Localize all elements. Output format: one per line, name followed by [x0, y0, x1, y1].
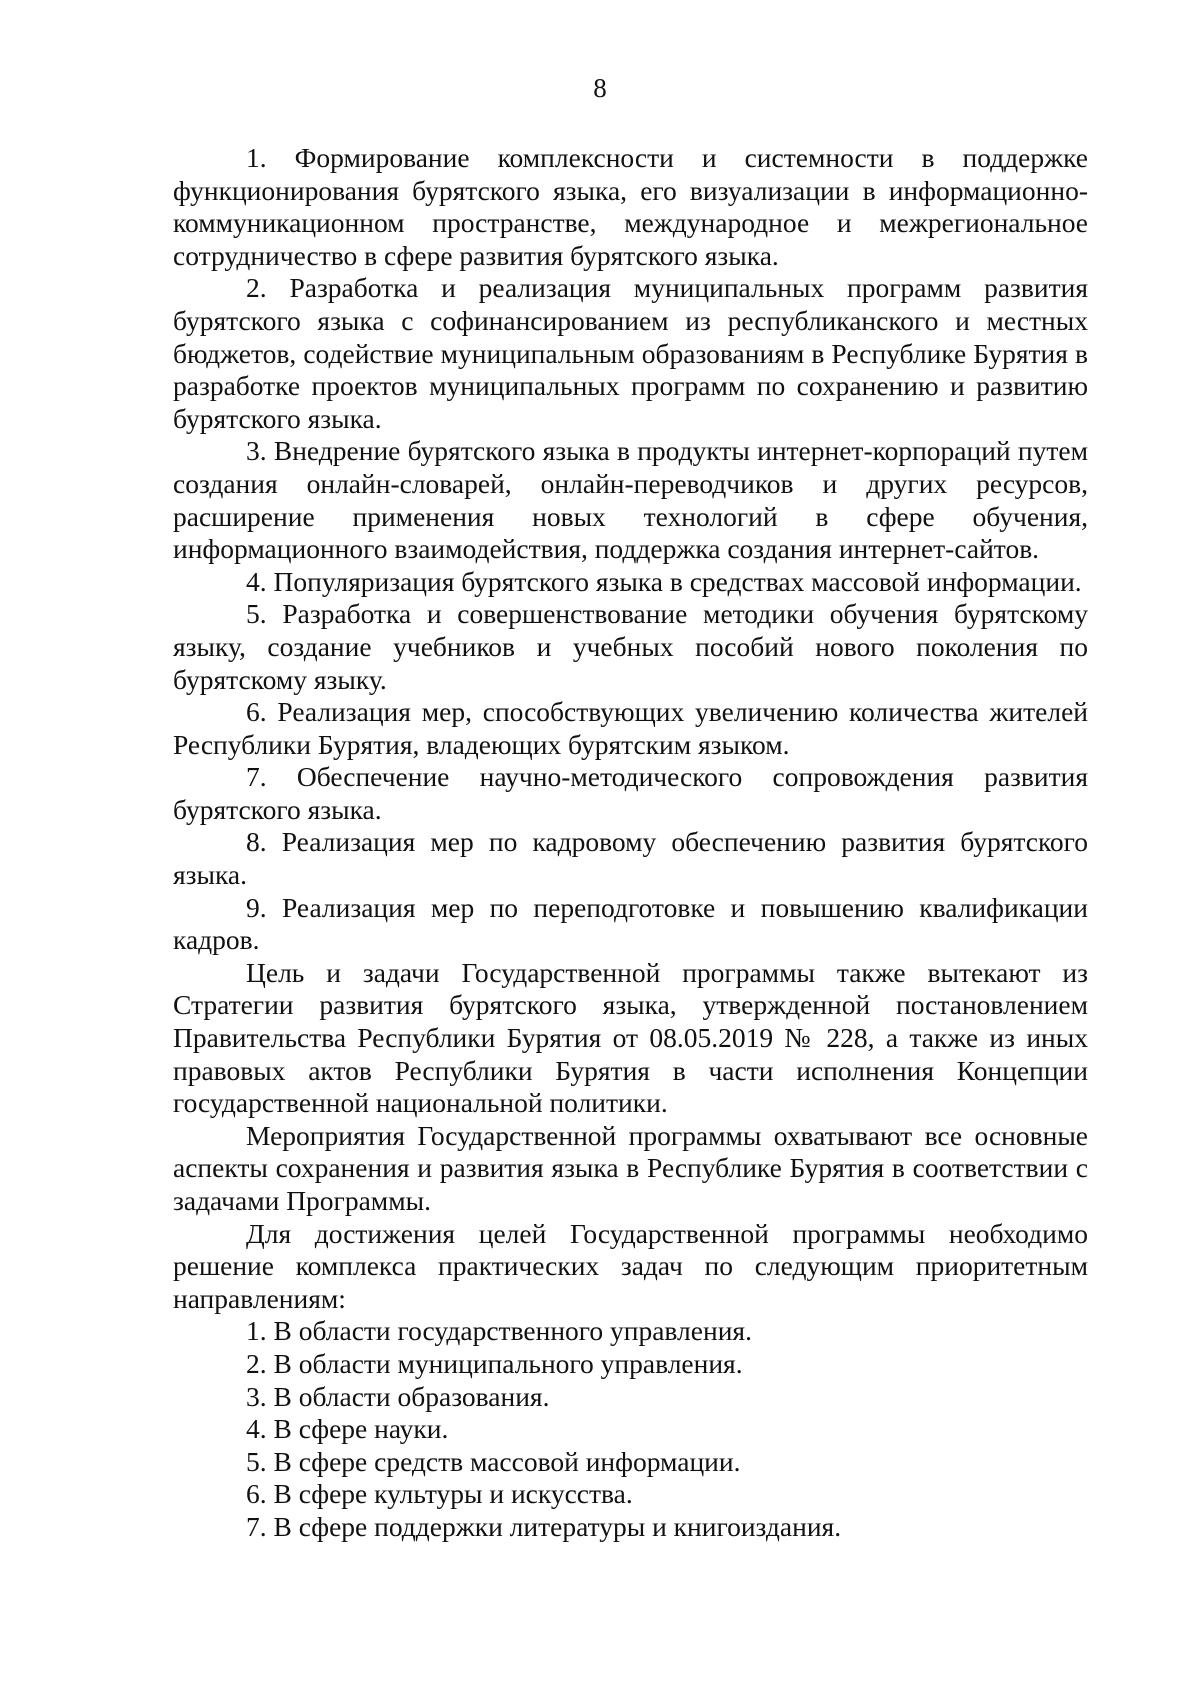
paragraph-3: 3. Внедрение бурятского языка в продукты интернет-корпораций путем создания онлайн-словарей, онлайн-переводчиков и других ресурсов, расширение применения новых технологий в сфере обучения, информационного взаимодействия, поддержка создания интернет-сайтов.	[173, 435, 1088, 565]
paragraph-2: 2. Разработка и реализация муниципальных программ развития бурятского языка с софинансированием из республиканского и местных бюджетов, содействие муниципальным образованиям в Республике Бурятия в разработке проектов муниципальных программ по сохранению и развитию бурятского языка.	[173, 272, 1088, 434]
document-body	[173, 142, 1088, 1544]
paragraph-7: 7. Обеспечение научно-методического сопровождения развития бурятского языка.	[173, 761, 1088, 825]
direction-item: 7. В сфере поддержки литературы и книгоиздания.	[246, 1510, 842, 1542]
direction-item: 3. В области образования.	[246, 1380, 550, 1412]
paragraph-directions-intro: Для достижения целей Государственной программы необходимо решение комплекса практических задач по следующим приоритетным направлениям:	[173, 1217, 1088, 1314]
paragraph-9: 9. Реализация мер по переподготовке и повышению квалификации кадров.	[173, 891, 1088, 956]
paragraph-measures: Мероприятия Государственной программы охватывают все основные аспекты сохранения и развития языка в Республике Бурятия в соответствии с задачами Программы.	[173, 1119, 1088, 1216]
paragraph-8: 8. Реализация мер по кадровому обеспечению развития бурятского языка.	[173, 826, 1088, 891]
paragraph-1: 1. Формирование комплексности и системности в поддержке функционирования бурятского языка, его визуализации в информационно-коммуникационном пространстве, международное и межрегиональное сотрудничество в сфере развития бурятского языка.	[173, 142, 1088, 271]
paragraph-6: 6. Реализация мер, способствующих увеличению количества жителей Республики Бурятия, владеющих бурятским языком.	[173, 696, 1088, 760]
paragraph-5: 5. Разработка и совершенствование методики обучения бурятскому языку, создание учебников и учебных пособий нового поколения по бурятскому языку.	[173, 598, 1088, 695]
direction-item: 6. В сфере культуры и искусства.	[246, 1478, 633, 1510]
paragraph-goals: Цель и задачи Государственной программы также вытекают из Стратегии развития бурятского языка, утвержденной постановлением Правительства Республики Бурятия от 08.05.2019 № 228, а также из иных правовых актов Республики Бурятия в части исполнения Концепции государственной национальной политики.	[173, 956, 1088, 1119]
direction-item: 2. В области муниципального управления.	[246, 1347, 743, 1379]
direction-item: 4. В сфере науки.	[246, 1413, 449, 1445]
direction-item: 1. В области государственного управления.	[246, 1315, 752, 1347]
direction-item: 5. В сфере средств массовой информации.	[246, 1445, 741, 1477]
directions-list	[173, 1315, 1088, 1543]
page-number: 8	[593, 73, 607, 103]
paragraph-4: 4. Популяризация бурятского языка в средствах массовой информации.	[246, 565, 1082, 597]
